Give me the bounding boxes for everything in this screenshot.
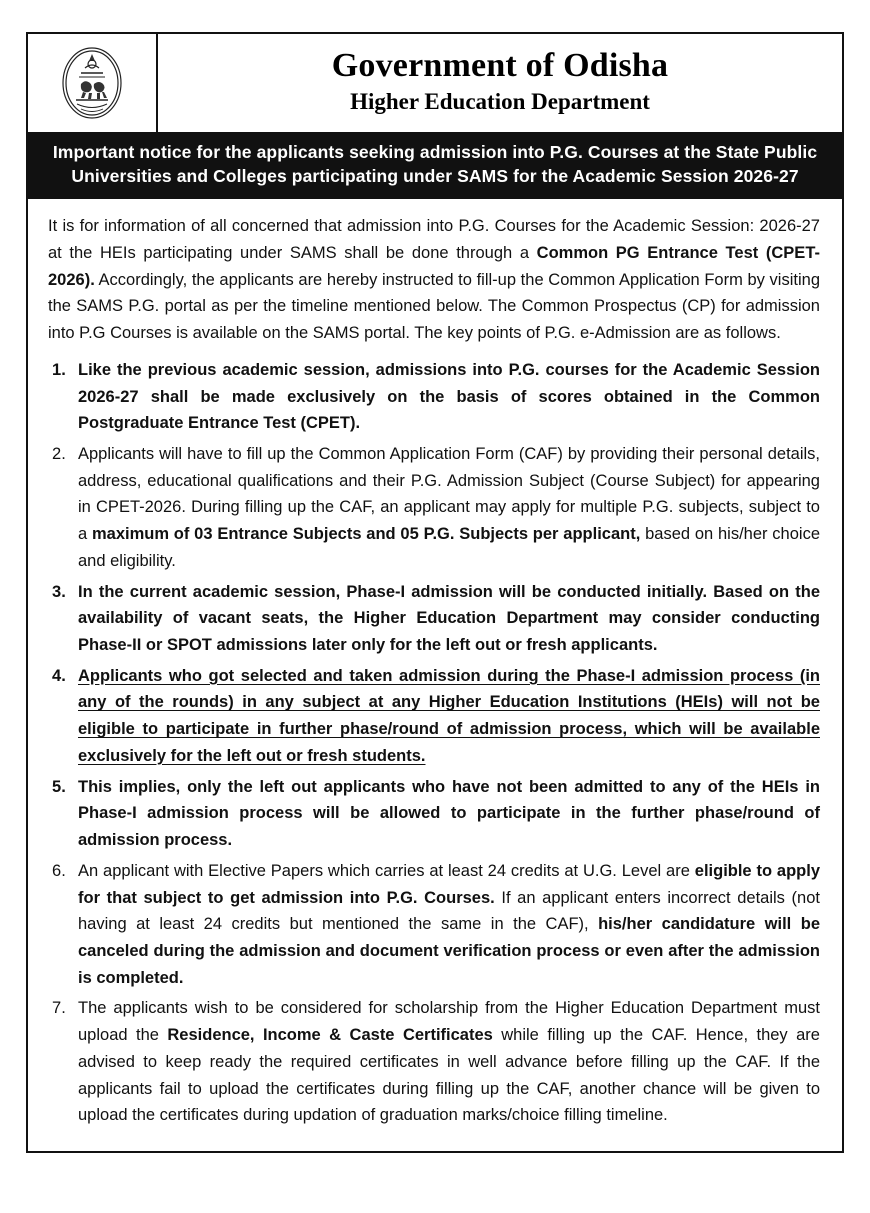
key-point-text: In the current academic session, Phase-I admission will be conducted initially. Based on the availability of vacant seats, the Higher Education Department may consider conducting Phase-II or SPOT admissions later only for the left out or fresh applicants.: [78, 582, 820, 655]
government-title: Government of Odisha: [331, 46, 669, 84]
document-header: [26, 32, 844, 132]
intro-text-2: Accordingly, the applicants are hereby instructed to fill-up the Common Application Form by visiting the SAMS P.G. portal as per the timeline mentioned below. The Common Prospectus (CP) for admission into P.G Courses is available on the SAMS portal. The key points of P.G. e-Admission are as follows.: [48, 270, 820, 343]
key-point-text: Applicants who got selected and taken admission during the Phase-I admission process (in any of the rounds) in any subject at any Higher Education Institutions (HEIs) will not be eligible to participate in further phase/round of admission process, which will be available exclusively for the left out or fresh students.: [78, 666, 820, 765]
notice-banner: Important notice for the applicants seeking admission into P.G. Courses at the State Public Universities and Colleges participating under SAMS for the Academic Session 2026-27: [26, 132, 844, 199]
document-body: [26, 199, 844, 1153]
intro-paragraph: [48, 213, 820, 347]
key-point-item: [48, 995, 820, 1129]
key-point-segment: An applicant with Elective Papers which carries at least 24 credits at U.G. Level are: [78, 861, 695, 880]
key-point-segment: Applicants will have to fill up the Common Application Form (CAF) by providing their personal details, address, educational qualifications and their P.G. Admission Subject (Course Subject) for appearing in CPET-2026. During filling up the CAF, an applicant may apply for multiple P.G. subjects, subject to a: [78, 445, 820, 544]
intro-text-1: It is for information of all concerned that admission into P.G. Courses for the Academic Session: 2026-27 at the HEIs participating under SAMS shall be done through a: [48, 217, 820, 262]
key-point-item: [48, 858, 820, 992]
key-point-item: [48, 441, 820, 575]
key-point-text: Like the previous academic session, admissions into P.G. courses for the Academic Session 2026-27 shall be made exclusively on the basis of scores obtained in the Common Postgraduate Entrance Test (CPET).: [78, 360, 820, 433]
department-title: Higher Education Department: [350, 88, 650, 114]
key-point-segment: eligible to apply for that subject to get admission into P.G. Courses.: [78, 861, 821, 907]
key-point-item: [48, 357, 820, 437]
key-point-segment: If an applicant enters incorrect details (not having at least 24 credits but mentioned the same in the CAF),: [78, 888, 820, 934]
header-titles: [158, 34, 842, 132]
key-point-segment: Residence, Income & Caste Certificates: [167, 1026, 493, 1045]
key-point-segment: maximum of 03 Entrance Subjects and 05 P.G. Subjects per applicant,: [91, 525, 641, 544]
key-point-segment: while filling up the CAF. Hence, they are advised to keep ready the required certificates in well advance before filling up the CAF. If the applicants fail to upload the certificates during filling up the CAF, another chance will be given to upload the certificates during updation of graduation marks/choice filling timeline.: [78, 1026, 820, 1125]
emblem-cell: [28, 34, 158, 132]
key-point-item: [48, 774, 820, 854]
key-point-text: This implies, only the left out applicants who have not been admitted to any of the HEIs in Phase-I admission process will be allowed to participate in the further phase/round of admission process.: [78, 777, 820, 850]
key-points-list: [48, 357, 820, 1129]
intro-bold-1: Common PG Entrance Test (CPET-2026).: [48, 243, 820, 289]
key-point-item: [48, 663, 820, 770]
key-point-item: [48, 579, 820, 659]
emblem-of-india-icon: [61, 46, 123, 120]
notice-document: [26, 32, 844, 1153]
key-point-segment: The applicants wish to be considered for scholarship from the Higher Education Department must upload the: [78, 999, 820, 1045]
key-point-segment: based on his/her choice and eligibility.: [78, 525, 820, 570]
key-point-segment: his/her candidature will be canceled during the admission and document verification process or even after the admission is completed.: [78, 915, 820, 987]
